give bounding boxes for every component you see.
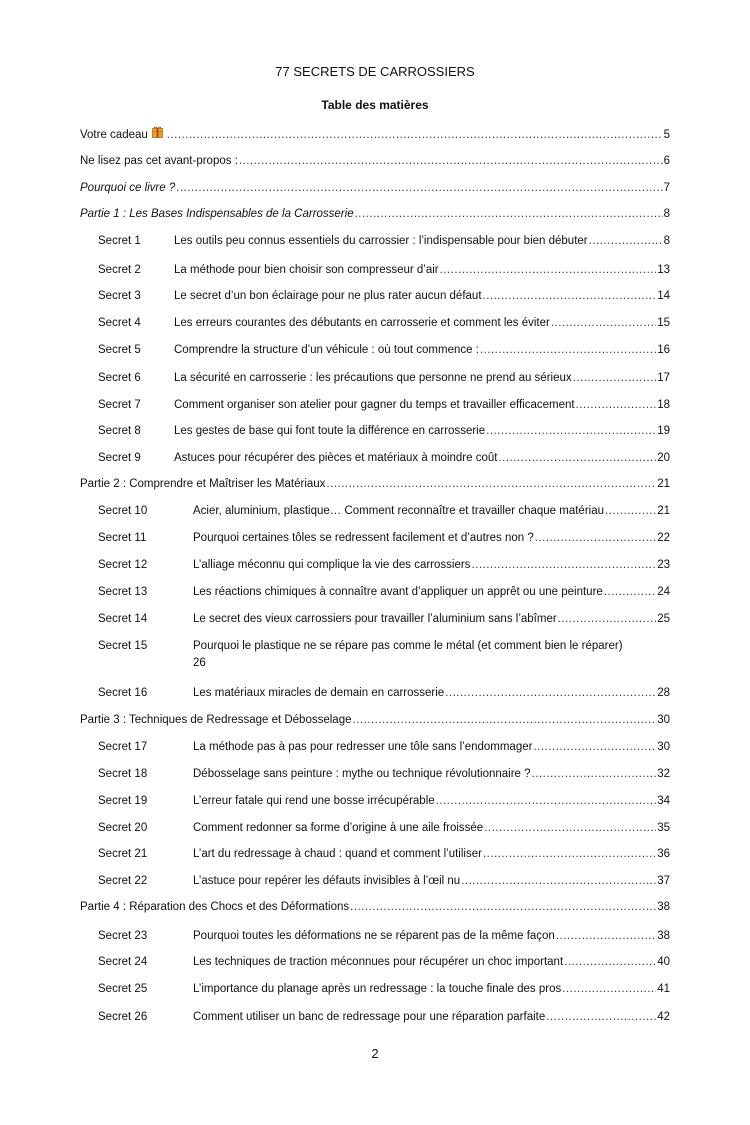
dot-leader: [483, 288, 657, 305]
dot-leader: [532, 766, 657, 783]
dot-leader: [239, 153, 663, 170]
dot-leader: [350, 899, 656, 916]
toc-page-number: 36: [657, 848, 670, 860]
dot-leader: [167, 127, 663, 144]
toc-entry-label: Ne lisez pas cet avant-propos :: [80, 155, 238, 167]
toc-page-number: 24: [657, 586, 670, 598]
toc-entry-line: [193, 954, 670, 971]
toc-entry-label: Comment utiliser un banc de redressage pour une réparation parfaite: [193, 1011, 546, 1023]
toc-entry-label: Partie 3 : Techniques de Redressage et Débosselage: [80, 714, 352, 726]
toc-entry-label: Les matériaux miracles de demain en carrosserie: [193, 687, 445, 699]
toc-page-number: 30: [657, 741, 670, 753]
gift-icon: [152, 126, 163, 138]
toc-entry-label: L’erreur fatale qui rend une bosse irrécupérable: [193, 795, 435, 807]
toc-entry-line: [193, 1009, 670, 1026]
toc-entry-line: [193, 739, 670, 756]
page-number: 2: [371, 1046, 379, 1061]
dot-leader: [546, 1009, 656, 1026]
toc-entry-label: Le secret d’un bon éclairage pour ne plus rater aucun défaut: [174, 290, 482, 302]
dot-leader: [326, 476, 656, 493]
dot-leader: [498, 450, 656, 467]
dot-leader: [604, 584, 656, 601]
dot-leader: [605, 503, 656, 520]
toc-page-number: 14: [657, 290, 670, 302]
toc-entry-label: Pourquoi certaines tôles se redressent facilement et d’autres non ?: [193, 532, 534, 544]
toc-page-number: 32: [657, 768, 670, 780]
document-title: 77 SECRETS DE CARROSSIERS: [275, 64, 475, 79]
secret-number: Secret 10: [98, 505, 148, 517]
toc-entry-line: [174, 342, 670, 359]
toc-page-number: 25: [657, 613, 670, 625]
toc-heading: Table des matières: [321, 98, 429, 112]
secret-number: Secret 14: [98, 613, 148, 625]
dot-leader: [355, 206, 663, 223]
dot-leader: [556, 928, 656, 945]
toc-entry-line: [174, 397, 670, 414]
toc-page-number: 22: [657, 532, 670, 544]
dot-leader: [562, 981, 656, 998]
toc-page-number: 21: [657, 478, 670, 490]
toc-page-number: 6: [663, 155, 670, 167]
toc-entry-label: L’alliage méconnu qui complique la vie des carrossiers: [193, 559, 471, 571]
toc-entry-label: Les techniques de traction méconnues pour récupérer un choc important: [193, 956, 564, 968]
secret-number: Secret 25: [98, 983, 148, 995]
dot-leader: [436, 793, 657, 810]
toc-entry-line: [193, 611, 670, 628]
toc-page-number: 17: [657, 372, 670, 384]
toc-page-number: 26: [193, 657, 206, 669]
secret-number: Secret 20: [98, 822, 148, 834]
secret-number: Secret 12: [98, 559, 148, 571]
secret-number: Secret 15: [98, 640, 148, 652]
toc-entry-label: L’art du redressage à chaud : quand et comment l’utiliser: [193, 848, 482, 860]
toc-entry-label: Les réactions chimiques à connaître avant d’appliquer un apprêt ou une peinture: [193, 586, 603, 598]
toc-entry-line: [193, 766, 670, 783]
toc-entry-line: [174, 233, 670, 250]
toc-entry-line: [193, 820, 670, 837]
toc-entry-line: [193, 846, 670, 863]
toc-page-number: 35: [657, 822, 670, 834]
dot-leader: [573, 370, 657, 387]
toc-page-number: 8: [663, 235, 670, 247]
toc-page-number: 42: [657, 1011, 670, 1023]
toc-page-number: 34: [657, 795, 670, 807]
toc-entry-line: [174, 370, 670, 387]
toc-entry-line: [80, 126, 670, 144]
dot-leader: [486, 423, 656, 440]
toc-entry-label: Débosselage sans peinture : mythe ou technique révolutionnaire ?: [193, 768, 531, 780]
toc-entry-label: Acier, aluminium, plastique… Comment reconnaître et travailler chaque matériau: [193, 505, 604, 517]
dot-leader: [535, 530, 656, 547]
secret-number: Secret 1: [98, 235, 141, 247]
dot-leader: [483, 846, 656, 863]
dot-leader: [353, 712, 657, 729]
secret-number: Secret 11: [98, 532, 147, 544]
toc-entry-line: [193, 793, 670, 810]
toc-entry-label: L’astuce pour repérer les défauts invisibles à l’œil nu: [193, 875, 461, 887]
toc-entry-label: Partie 1 : Les Bases Indispensables de la Carrosserie: [80, 208, 354, 220]
toc-entry-label: La sécurité en carrosserie : les précautions que personne ne prend au sérieux: [174, 372, 572, 384]
toc-page-number: 30: [657, 714, 670, 726]
secret-number: Secret 18: [98, 768, 148, 780]
secret-number: Secret 2: [98, 264, 141, 276]
toc-entry-label: Comment redonner sa forme d’origine à une aile froissée: [193, 822, 484, 834]
toc-entry-line: [193, 530, 670, 547]
toc-entry-line: [193, 584, 670, 601]
toc-page-number: 41: [657, 983, 670, 995]
secret-number: Secret 22: [98, 875, 148, 887]
toc-entry-line: [174, 288, 670, 305]
toc-entry-label: L’importance du planage après un redressage : la touche finale des pros: [193, 983, 562, 995]
dot-leader: [589, 233, 663, 250]
dot-leader: [484, 820, 656, 837]
secret-number: Secret 7: [98, 399, 141, 411]
dot-leader: [558, 611, 657, 628]
toc-entry-label: Comment organiser son atelier pour gagner du temps et travailler efficacement: [174, 399, 575, 411]
toc-entry-line: [174, 262, 670, 279]
toc-page-number: 23: [657, 559, 670, 571]
toc-page-number: 18: [657, 399, 670, 411]
toc-page-number: 37: [657, 875, 670, 887]
toc-entry-label: Comprendre la structure d’un véhicule : où tout commence :: [174, 344, 479, 356]
toc-page-number: 38: [657, 930, 670, 942]
secret-number: Secret 8: [98, 425, 141, 437]
toc-entry-line: [174, 450, 670, 467]
toc-page-number: 15: [657, 317, 670, 329]
dot-leader: [461, 873, 656, 890]
toc-entry-label: La méthode pas à pas pour redresser une tôle sans l’endommager: [193, 741, 533, 753]
toc-entry-line: [80, 206, 670, 223]
secret-number: Secret 4: [98, 317, 141, 329]
toc-entry-line: [174, 423, 670, 440]
secret-number: Secret 13: [98, 586, 148, 598]
toc-page-number: 7: [663, 182, 670, 194]
toc-entry-line: [80, 180, 670, 197]
toc-entry-label: Partie 4 : Réparation des Chocs et des Déformations: [80, 901, 350, 913]
toc-page-number: 20: [657, 452, 670, 464]
secret-number: Secret 21: [98, 848, 148, 860]
dot-leader: [471, 557, 656, 574]
dot-leader: [440, 262, 657, 279]
toc-entry-line: [193, 981, 670, 998]
toc-entry-line: [80, 899, 670, 916]
dot-leader: [533, 739, 656, 756]
toc-entry-line: [174, 315, 670, 332]
dot-leader: [176, 180, 662, 197]
toc-page-number: 40: [657, 956, 670, 968]
secret-number: Secret 5: [98, 344, 141, 356]
toc-page-number: 16: [657, 344, 670, 356]
dot-leader: [564, 954, 656, 971]
toc-entry-line: [80, 153, 670, 170]
secret-number: Secret 24: [98, 956, 148, 968]
dot-leader: [480, 342, 656, 359]
toc-entry-label: Les erreurs courantes des débutants en carrosserie et comment les éviter: [174, 317, 550, 329]
toc-page-number: 13: [657, 264, 670, 276]
toc-entry-label: Pourquoi ce livre ?: [80, 182, 176, 194]
toc-entry-label: Pourquoi toutes les déformations ne se réparent pas de la même façon: [193, 930, 555, 942]
toc-entry-label: Les outils peu connus essentiels du carrossier : l’indispensable pour bien débuter: [174, 235, 588, 247]
toc-page-number: 38: [657, 901, 670, 913]
secret-number: Secret 16: [98, 687, 148, 699]
toc-page-number: 21: [657, 505, 670, 517]
toc-page-number: 19: [657, 425, 670, 437]
toc-entry-label: Astuces pour récupérer des pièces et matériaux à moindre coût: [174, 452, 498, 464]
toc-entry-label: Votre cadeau: [80, 129, 148, 141]
secret-number: Secret 23: [98, 930, 148, 942]
toc-entry-line: [193, 928, 670, 945]
dot-leader: [576, 397, 657, 414]
secret-number: Secret 6: [98, 372, 141, 384]
toc-entry-line: [80, 476, 670, 493]
dot-leader: [551, 315, 656, 332]
toc-entry-line: [193, 557, 670, 574]
dot-leader: [445, 685, 656, 702]
toc-entry-label: Les gestes de base qui font toute la différence en carrosserie: [174, 425, 486, 437]
secret-number: Secret 26: [98, 1011, 148, 1023]
toc-entry-line: [80, 712, 670, 729]
toc-entry-line: [193, 503, 670, 520]
toc-entry-label: Partie 2 : Comprendre et Maîtriser les Matériaux: [80, 478, 326, 490]
secret-number: Secret 17: [98, 741, 148, 753]
secret-number: Secret 9: [98, 452, 141, 464]
toc-entry-label: La méthode pour bien choisir son compresseur d’air: [174, 264, 439, 276]
toc-entry-line: [193, 873, 670, 890]
toc-page-number: 8: [663, 208, 670, 220]
toc-page-number: 5: [663, 129, 670, 141]
toc-entry-label: Le secret des vieux carrossiers pour travailler l’aluminium sans l’abîmer: [193, 613, 557, 625]
toc-page-number: 28: [657, 687, 670, 699]
toc-entry-line: [193, 685, 670, 702]
toc-entry-label: Pourquoi le plastique ne se répare pas comme le métal (et comment bien le réparer): [193, 640, 623, 652]
secret-number: Secret 3: [98, 290, 141, 302]
toc-entry-wrapped: [193, 638, 670, 672]
secret-number: Secret 19: [98, 795, 148, 807]
